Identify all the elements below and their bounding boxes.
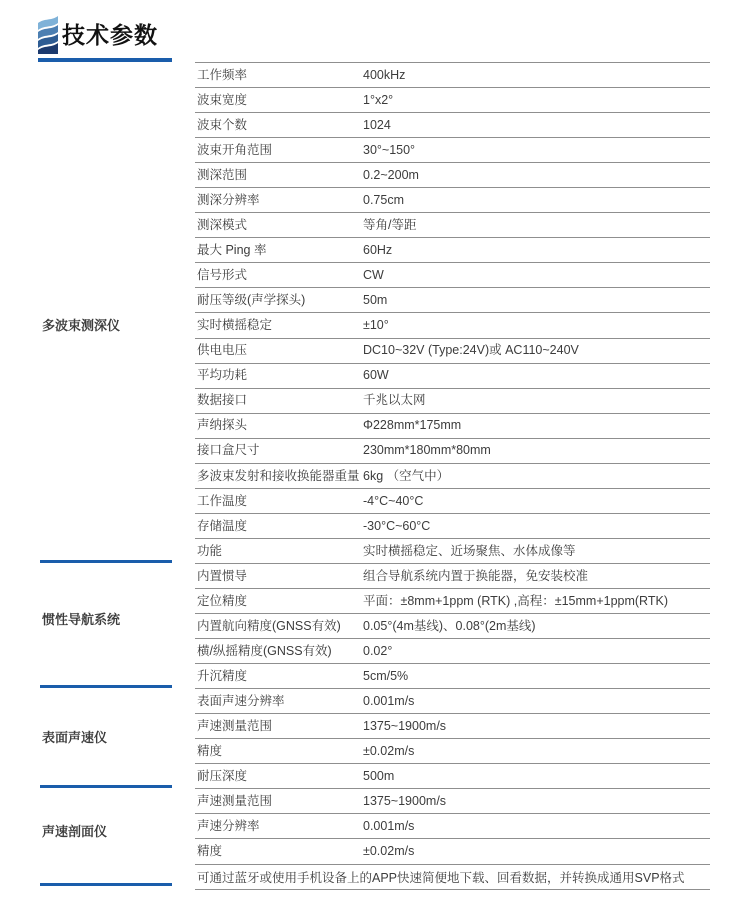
spec-note: 可通过蓝牙或使用手机设备上的APP快速简便地下载、回看数据，并转换成通用SVP格式 xyxy=(195,865,710,890)
spec-label: 工作温度 xyxy=(197,493,248,508)
spec-label: 表面声速分辨率 xyxy=(197,693,285,708)
spec-row xyxy=(195,489,710,514)
spec-value: 1375~1900m/s xyxy=(363,718,447,733)
spec-row xyxy=(195,414,710,439)
spec-value: 1375~1900m/s xyxy=(363,794,447,809)
spec-row xyxy=(195,288,710,313)
spec-value: -4°C~40°C xyxy=(363,493,424,508)
page-header xyxy=(38,16,158,54)
spec-label: 多波束发射和接收换能器重量 xyxy=(197,468,360,483)
spec-value: 6kg （空气中） xyxy=(363,468,450,483)
spec-label: 最大 Ping 率 xyxy=(197,243,267,258)
spec-table xyxy=(195,62,710,890)
spec-label: 存储温度 xyxy=(197,518,248,533)
spec-value: ±0.02m/s xyxy=(363,844,415,859)
spec-row xyxy=(195,739,710,764)
spec-value: 1024 xyxy=(363,117,391,132)
spec-row xyxy=(195,789,710,814)
spec-row xyxy=(195,339,710,364)
spec-label: 内置航向精度(GNSS有效) xyxy=(197,618,341,633)
spec-row xyxy=(195,589,710,614)
spec-row xyxy=(195,814,710,839)
spec-value: DC10~32V (Type:24V)或 AC110~240V xyxy=(363,343,579,358)
spec-value: 400kHz xyxy=(363,67,406,82)
spec-row xyxy=(195,639,710,664)
spec-row xyxy=(195,313,710,338)
spec-row xyxy=(195,88,710,113)
spec-value: 组合导航系统内置于换能器，免安装校准 xyxy=(363,568,589,583)
title-underline xyxy=(38,58,172,62)
spec-value: Φ228mm*175mm xyxy=(363,418,462,433)
spec-row xyxy=(195,839,710,864)
spec-value: 30°~150° xyxy=(363,142,416,157)
spec-value: -30°C~60°C xyxy=(363,518,431,533)
spec-value: 0.001m/s xyxy=(363,693,415,708)
spec-label: 测深分辨率 xyxy=(197,193,260,207)
spec-value: 0.2~200m xyxy=(363,167,419,182)
spec-label: 数据接口 xyxy=(197,393,248,408)
spec-label: 声速测量范围 xyxy=(197,718,273,733)
spec-value: 50m xyxy=(363,293,388,308)
spec-label: 声纳探头 xyxy=(197,418,248,433)
section-label-surface-svs: 表面声速仪 xyxy=(42,730,108,745)
spec-label: 实时横摇稳定 xyxy=(197,318,273,333)
spec-value: 0.001m/s xyxy=(363,819,415,834)
spec-row xyxy=(195,664,710,689)
spec-value: 0.05°(4m基线)、0.08°(2m基线) xyxy=(363,618,536,633)
spec-row xyxy=(195,564,710,589)
section-divider xyxy=(40,560,172,563)
spec-value: 230mm*180mm*80mm xyxy=(363,443,491,458)
page-title: 技术参数 xyxy=(62,22,158,48)
spec-value: ±10° xyxy=(363,318,389,333)
spec-row xyxy=(195,213,710,238)
spec-value: 等角/等距 xyxy=(363,218,417,233)
spec-label: 供电电压 xyxy=(197,343,248,358)
spec-label: 平均功耗 xyxy=(197,368,248,383)
spec-row xyxy=(195,113,710,138)
spec-label: 精度 xyxy=(197,744,223,759)
spec-label: 耐压等级(声学探头) xyxy=(197,293,306,308)
spec-label: 精度 xyxy=(197,844,223,859)
spec-label: 横/纵摇精度(GNSS有效) xyxy=(197,643,332,658)
spec-row xyxy=(195,764,710,789)
section-label-multibeam: 多波束测深仪 xyxy=(42,318,121,333)
spec-row xyxy=(195,364,710,389)
spec-value: ±0.02m/s xyxy=(363,744,415,759)
spec-row xyxy=(195,614,710,639)
waves-logo-icon xyxy=(38,16,58,54)
spec-label: 测深模式 xyxy=(197,218,248,233)
section-divider xyxy=(40,883,172,886)
spec-label: 定位精度 xyxy=(197,593,248,608)
spec-label: 声速分辨率 xyxy=(197,819,260,834)
section-label-sv-profiler: 声速剖面仪 xyxy=(42,824,108,839)
spec-row xyxy=(195,389,710,414)
spec-label: 测深范围 xyxy=(197,167,248,182)
spec-label: 声速测量范围 xyxy=(197,794,273,809)
section-label-inertial-nav: 惯性导航系统 xyxy=(42,612,121,627)
spec-row xyxy=(195,138,710,163)
spec-label: 功能 xyxy=(197,543,223,558)
spec-value: CW xyxy=(363,268,384,283)
spec-row xyxy=(195,163,710,188)
spec-label: 波束个数 xyxy=(197,117,248,132)
spec-label: 波束宽度 xyxy=(197,92,248,107)
spec-value: 500m xyxy=(363,769,395,784)
spec-row xyxy=(195,714,710,739)
spec-row xyxy=(195,238,710,263)
spec-label: 内置惯导 xyxy=(197,568,248,583)
spec-row xyxy=(195,263,710,288)
spec-row xyxy=(195,539,710,564)
spec-row xyxy=(195,514,710,539)
spec-value: 千兆以太网 xyxy=(363,393,426,408)
spec-label: 信号形式 xyxy=(197,268,248,283)
spec-value: 5cm/5% xyxy=(363,668,409,683)
section-divider xyxy=(40,685,172,688)
spec-label: 耐压深度 xyxy=(197,769,248,784)
spec-value: 0.75cm xyxy=(363,193,404,207)
spec-value: 平面：±8mm+1ppm (RTK) ,高程：±15mm+1ppm(RTK) xyxy=(363,593,668,608)
spec-label: 工作频率 xyxy=(197,67,248,82)
spec-row xyxy=(195,464,710,489)
spec-label: 接口盒尺寸 xyxy=(197,443,260,458)
spec-row xyxy=(195,188,710,213)
spec-value: 0.02° xyxy=(363,643,393,658)
spec-value: 实时横摇稳定、近场聚焦、水体成像等 xyxy=(363,543,576,558)
section-divider xyxy=(40,785,172,788)
spec-label: 升沉精度 xyxy=(197,668,248,683)
spec-value: 60Hz xyxy=(363,243,393,258)
spec-row xyxy=(195,63,710,88)
spec-row xyxy=(195,689,710,714)
spec-row xyxy=(195,439,710,464)
spec-value: 60W xyxy=(363,368,389,383)
spec-label: 波束开角范围 xyxy=(197,142,273,157)
spec-value: 1°x2° xyxy=(363,92,394,107)
